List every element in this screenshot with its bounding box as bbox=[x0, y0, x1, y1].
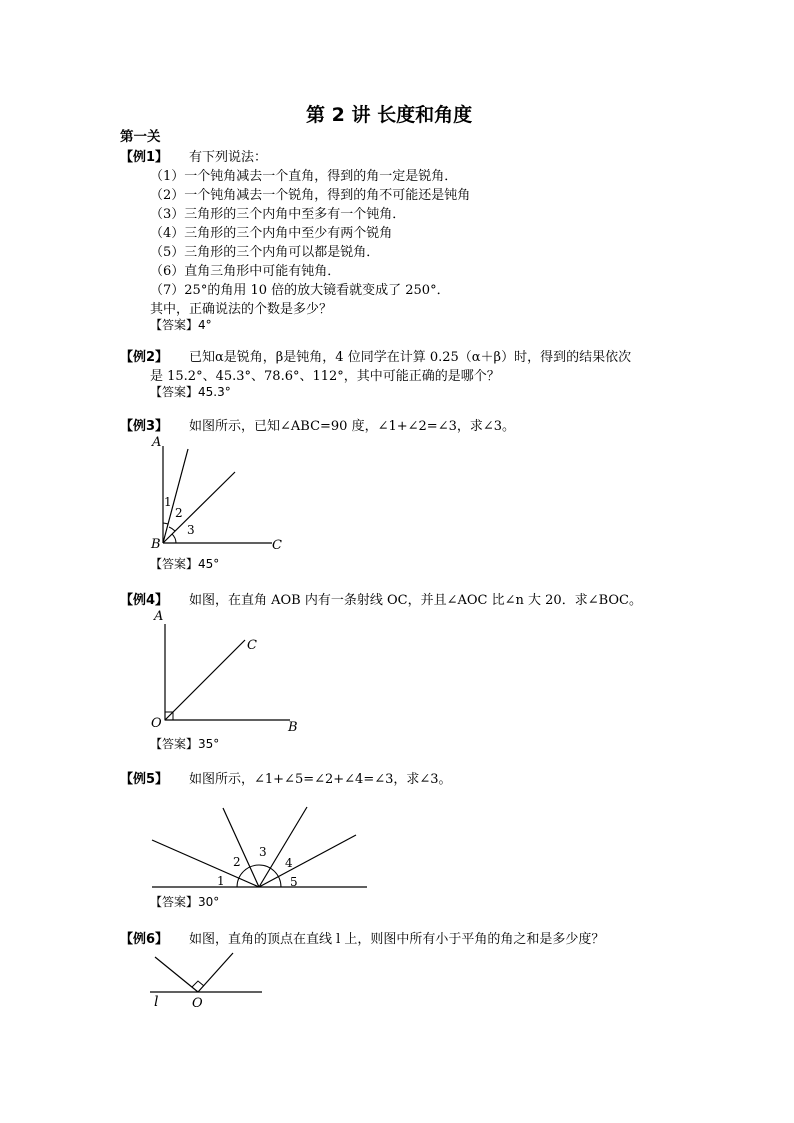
right-angle-arm-left bbox=[155, 957, 198, 992]
example-4-text: 如图，在直角 AOB 内有一条射线 OC，并且∠AOC 比∠n 大 20．求∠BOC。 bbox=[189, 593, 642, 608]
page-title: 第 2 讲 长度和角度 bbox=[306, 104, 473, 126]
label-b: B bbox=[288, 720, 298, 735]
example-1-answer: 【答案】4° bbox=[150, 318, 212, 332]
label-b: B bbox=[151, 537, 161, 552]
example-5-text: 如图所示，∠1+∠5=∠2+∠4=∠3，求∠3。 bbox=[189, 772, 452, 787]
angle-label-4: 4 bbox=[285, 856, 293, 870]
angle-label-2: 2 bbox=[233, 855, 241, 869]
label-a: A bbox=[154, 609, 164, 624]
example-3-answer: 【答案】45° bbox=[150, 557, 220, 571]
angle-label-3: 3 bbox=[259, 845, 267, 859]
example-1-prompt: 有下列说法： bbox=[189, 150, 268, 165]
example-6-text: 如图，直角的顶点在直线 l 上，则图中所有小于平角的角之和是多少度？ bbox=[189, 932, 605, 947]
example-1-question: 其中，正确说法的个数是多少？ bbox=[150, 302, 333, 317]
angle-label-2: 2 bbox=[175, 506, 183, 520]
label-c: C bbox=[247, 638, 257, 653]
example-1-item: （5）三角形的三个内角可以都是锐角． bbox=[150, 245, 380, 260]
example-4-answer: 【答案】35° bbox=[150, 737, 220, 751]
example-3-text: 如图所示，已知∠ABC=90 度，∠1+∠2=∠3，求∠3。 bbox=[189, 419, 516, 434]
label-c: C bbox=[272, 538, 282, 553]
example-1-item: （1）一个钝角减去一个直角，得到的角一定是锐角． bbox=[150, 169, 458, 184]
label-o: O bbox=[192, 996, 203, 1011]
label-a: A bbox=[152, 435, 162, 450]
label-o: O bbox=[151, 716, 162, 731]
example-2-line-1: 已知α是锐角，β是钝角，4 位同学在计算 0.25（α＋β）时，得到的结果依次 bbox=[189, 350, 632, 365]
example-1-item: （3）三角形的三个内角中至多有一个钝角． bbox=[150, 207, 406, 222]
angle-label-1: 1 bbox=[217, 874, 225, 888]
example-4-tag: 【例4】 bbox=[120, 593, 169, 608]
example-1-item: （2）一个钝角减去一个锐角，得到的角不可能还是钝角 bbox=[150, 188, 471, 203]
example-5-tag: 【例5】 bbox=[120, 772, 169, 787]
example-1-item: （4）三角形的三个内角中至少有两个锐角 bbox=[150, 226, 393, 241]
example-1-item: （6）直角三角形中可能有钝角． bbox=[150, 264, 341, 279]
example-2-answer: 【答案】45.3° bbox=[150, 385, 231, 399]
example-5-answer: 【答案】30° bbox=[150, 895, 220, 909]
right-angle-arm-right bbox=[198, 953, 233, 992]
angle-label-1: 1 bbox=[164, 495, 172, 509]
example-6-tag: 【例6】 bbox=[120, 932, 169, 947]
example-3-tag: 【例3】 bbox=[120, 419, 169, 434]
example-1-item: （7）25°的角用 10 倍的放大镜看就变成了 250°． bbox=[150, 283, 450, 298]
right-angle-marker bbox=[192, 981, 204, 987]
example-2-tag: 【例2】 bbox=[120, 350, 169, 365]
example-2-line-2: 是 15.2°、45.3°、78.6°、112°，其中可能正确的是哪个？ bbox=[150, 369, 500, 384]
example-1-tag: 【例1】 bbox=[120, 150, 169, 165]
angle-label-3: 3 bbox=[187, 523, 195, 537]
label-l: l bbox=[154, 994, 159, 1010]
section-heading: 第一关 bbox=[120, 129, 161, 145]
angle-label-5: 5 bbox=[290, 875, 298, 889]
